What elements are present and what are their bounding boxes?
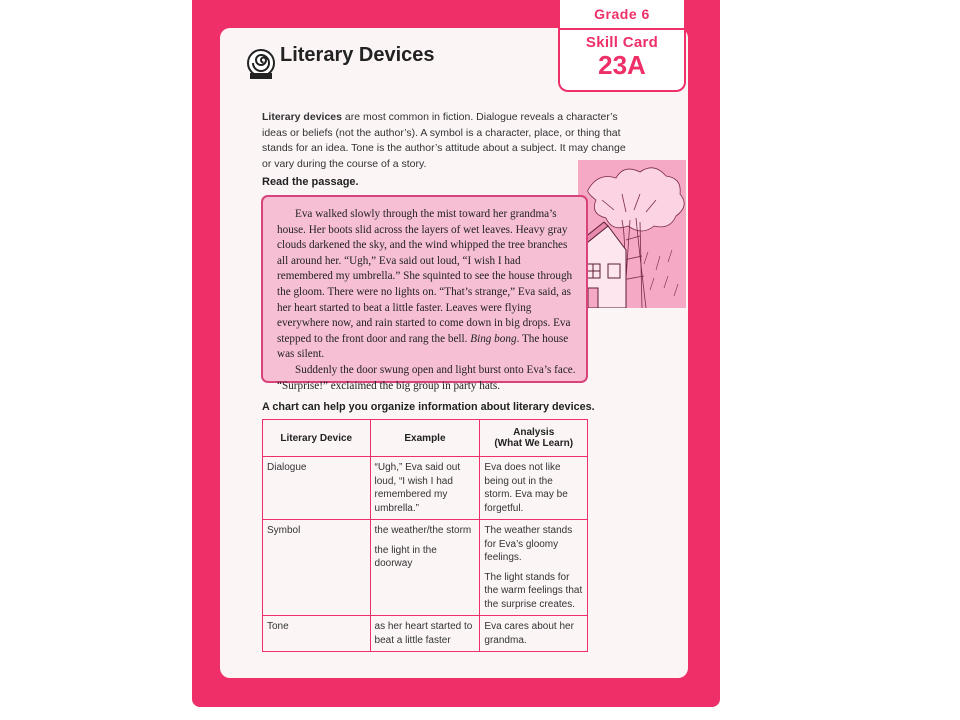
header-analysis-line-1: Analysis <box>513 427 555 438</box>
device-cell: Tone <box>263 616 371 652</box>
passage-sound-effect: Bing bong <box>470 332 517 345</box>
literary-devices-table <box>262 419 588 652</box>
reading-passage <box>261 195 588 392</box>
skill-card-number: 23A <box>598 50 646 80</box>
device-cell: Symbol <box>263 520 371 616</box>
tab-divider <box>560 28 684 30</box>
analysis-line: The weather stands for Eva’s gloomy feelings. <box>484 525 573 563</box>
header-example: Example <box>370 420 480 457</box>
house-tree-illustration <box>578 160 686 308</box>
header-literary-device: Literary Device <box>263 420 371 457</box>
device-cell: Dialogue <box>263 457 371 520</box>
example-cell: as her heart started to beat a little faster <box>370 616 480 652</box>
intro-lead: Literary devices <box>262 111 342 123</box>
intro-paragraph <box>262 110 628 172</box>
intro-body: are most common in fiction. Dialogue reveals a character’s ideas or beliefs (not the author’s). A symbol is a character, place, or thing that stands for an idea. Tone is the author’s attitude about a subject. It may change or vary during the course of a story. <box>262 111 626 170</box>
table-row <box>263 616 588 652</box>
read-instruction: Read the passage. <box>262 176 359 188</box>
analysis-line: The light stands for the warm feelings that the surprise creates. <box>484 571 583 610</box>
table-header-row <box>263 420 588 457</box>
table-row <box>263 520 588 616</box>
example-cell <box>370 520 480 616</box>
grade-tab <box>558 0 686 92</box>
grade-label: Grade 6 <box>594 6 650 22</box>
analysis-cell: Eva does not like being out in the storm. Eva may be forgetful. <box>480 457 588 520</box>
header-analysis-line-2: (What We Learn) <box>494 438 574 449</box>
example-line: the weather/the storm <box>374 525 472 536</box>
passage-paragraph-2: Suddenly the door swung open and light burst onto Eva’s face. “Surprise!” exclaimed the big group in party hats. <box>277 363 576 392</box>
analysis-cell: Eva cares about her grandma. <box>480 616 588 652</box>
header-analysis <box>480 420 588 457</box>
skill-card-label: Skill Card <box>585 34 659 51</box>
example-cell: “Ugh,” Eva said out loud, “I wish I had remembered my umbrella.” <box>370 457 480 520</box>
example-line: the light in the doorway <box>374 544 437 569</box>
passage-text-1b: . The house was silent. <box>277 332 569 361</box>
passage-text-1a: Eva walked slowly through the mist toward her grandma’s house. Her boots slid across the layers of wet leaves. Heavy gray clouds darkened the sky, and the wind whipped the tree branches all around her. “Ugh,” Eva said out loud, “I wish I had remembered my umbrella.” She squinted to see the house through the gloom. There were no lights on. “That’s strange,” Eva said, as her heart started to beat a little faster. Leaves were flying everywhere now, and rain started to come down in big drops. Eva stepped to the front door and rang the bell. <box>277 208 573 345</box>
passage-paragraph-1 <box>277 207 576 363</box>
focus-spiral-icon <box>245 48 277 80</box>
page-title: Literary Devices <box>280 44 435 66</box>
chart-intro: A chart can help you organize information about literary devices. <box>262 401 595 413</box>
table-row <box>263 457 588 520</box>
analysis-cell <box>480 520 588 616</box>
